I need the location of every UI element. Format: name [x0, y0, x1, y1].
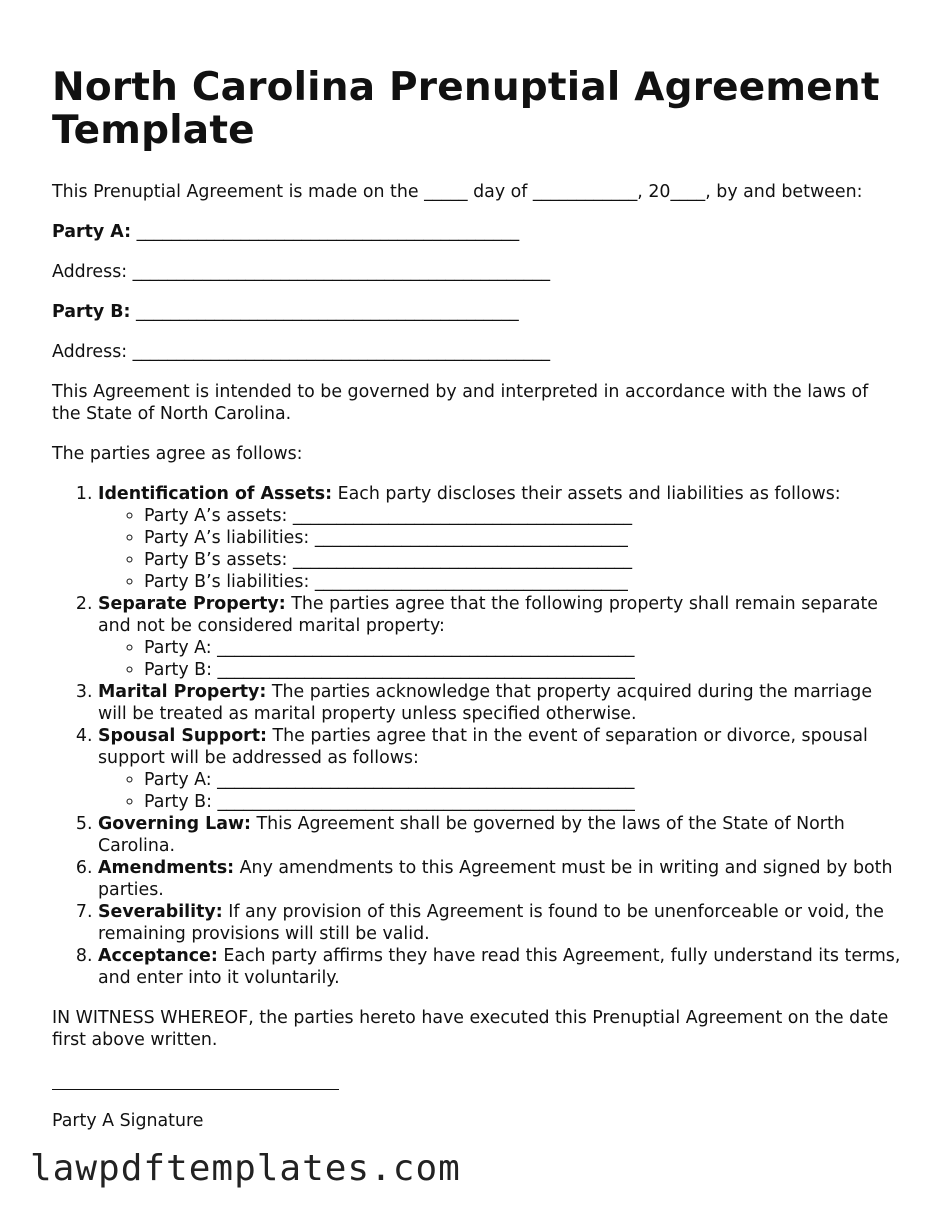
party-a-blank: ____________________________________________: [136, 222, 520, 242]
list-item: [98, 483, 902, 593]
list-item: [98, 945, 902, 989]
item-heading: Acceptance:: [98, 946, 218, 966]
list-item: [98, 857, 902, 901]
witness-paragraph: IN WITNESS WHEREOF, the parties hereto have executed this Prenuptial Agreement on the date first above written.: [52, 1008, 889, 1050]
sub-list: [98, 769, 902, 813]
item-heading: Separate Property:: [98, 594, 286, 614]
document-page: [52, 66, 902, 1132]
item-text: Each party discloses their assets and liabilities as follows:: [337, 484, 841, 504]
item-text: Each party affirms they have read this Agreement, fully understand its terms, and enter into it voluntarily.: [98, 946, 901, 988]
list-item: [98, 901, 902, 945]
item-text: The parties agree that in the event of separation or divorce, spousal support will be addressed as follows:: [98, 726, 868, 768]
terms-list: [52, 483, 902, 989]
sub-list: [98, 505, 902, 593]
list-item: [98, 813, 902, 857]
sub-list: [98, 637, 902, 681]
agree-intro: The parties agree as follows:: [52, 444, 303, 464]
signature-line: [52, 1089, 339, 1090]
list-item: [98, 681, 902, 725]
party-a-label: Party A:: [52, 222, 132, 242]
sub-list-item: ◦ Party A’s liabilities: ____________________________________: [144, 527, 902, 549]
party-a-address: Address: ________________________________________________: [52, 262, 551, 282]
item-text: Any amendments to this Agreement must be in writing and signed by both parties.: [98, 858, 893, 900]
watermark-logo: lawpdftemplates.com: [30, 1148, 461, 1189]
sub-list-item: ◦ Party B: ________________________________________________: [144, 791, 902, 813]
party-b-address: Address: ________________________________________________: [52, 342, 551, 362]
sub-list-item: ◦ Party B’s liabilities: ____________________________________: [144, 571, 902, 593]
party-b-blank: ____________________________________________: [136, 302, 519, 322]
page-title: North Carolina Prenuptial Agreement Template: [52, 65, 880, 153]
signature-label: Party A Signature: [52, 1111, 204, 1131]
item-text: If any provision of this Agreement is found to be unenforceable or void, the remaining provisions will still be valid.: [98, 902, 884, 944]
party-b-line: [52, 301, 902, 323]
sub-list-item: ◦ Party A: ________________________________________________: [144, 637, 902, 659]
item-heading: Marital Property:: [98, 682, 267, 702]
item-heading: Identification of Assets:: [98, 484, 333, 504]
item-text: The parties agree that the following property shall remain separate and not be considered marital property:: [98, 594, 879, 636]
party-a-line: [52, 221, 902, 243]
sub-list-item: ◦ Party A: ________________________________________________: [144, 769, 902, 791]
sub-list-item: ◦ Party A’s assets: _______________________________________: [144, 505, 902, 527]
item-text: This Agreement shall be governed by the laws of the State of North Carolina.: [98, 814, 845, 856]
intro-paragraph: This Prenuptial Agreement is made on the _____ day of ____________, 20____, by and between:: [52, 182, 863, 202]
item-heading: Spousal Support:: [98, 726, 267, 746]
sub-list-item: ◦ Party B: ________________________________________________: [144, 659, 902, 681]
item-heading: Governing Law:: [98, 814, 251, 834]
governing-intro: This Agreement is intended to be governed by and interpreted in accordance with the laws of the State of North Carolina.: [52, 382, 869, 424]
party-b-label: Party B:: [52, 302, 131, 322]
item-text: The parties acknowledge that property acquired during the marriage will be treated as marital property unless specified otherwise.: [98, 682, 873, 724]
sub-list-item: ◦ Party B’s assets: _______________________________________: [144, 549, 902, 571]
list-item: [98, 593, 902, 681]
item-heading: Severability:: [98, 902, 223, 922]
list-item: [98, 725, 902, 813]
item-heading: Amendments:: [98, 858, 235, 878]
